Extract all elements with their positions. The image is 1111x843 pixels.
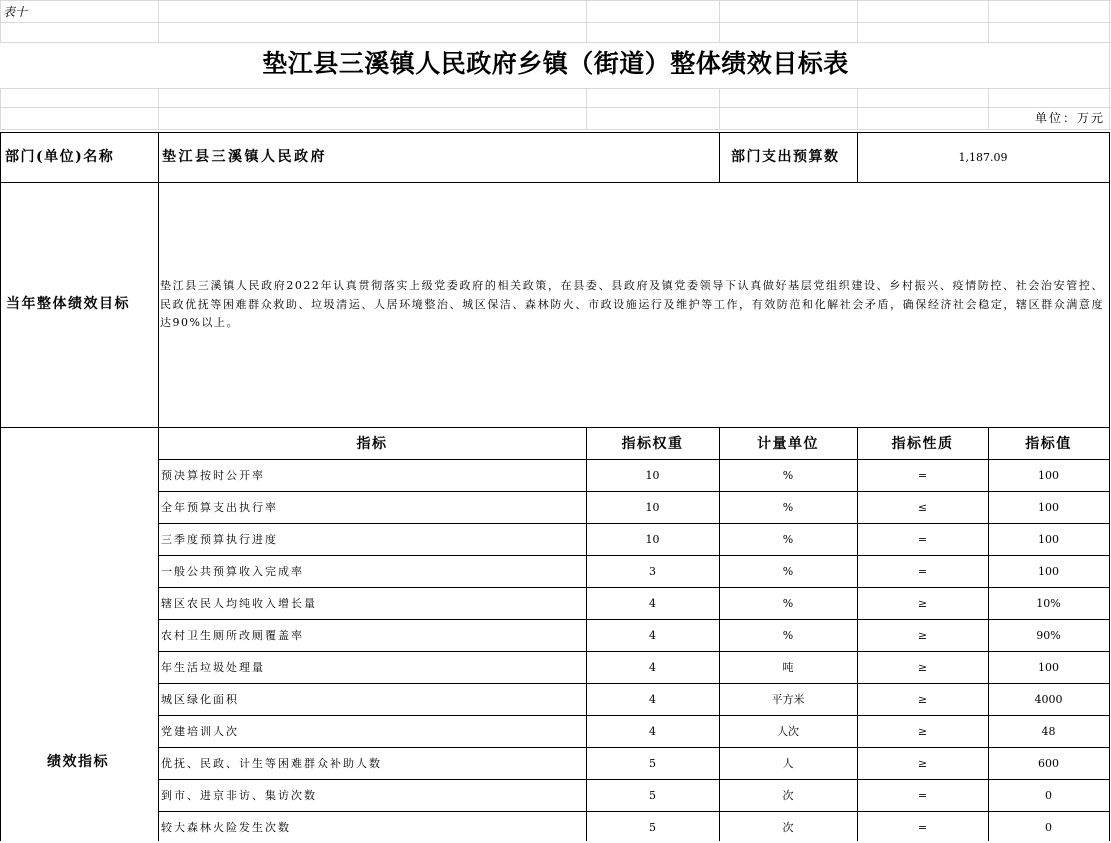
indicator-nature: ≥ [917, 693, 928, 706]
indicator-weight: 10 [645, 469, 660, 482]
table-row [0, 747, 1111, 779]
indicator-nature: = [917, 533, 928, 546]
indicator-value: 0 [1045, 789, 1052, 802]
indicator-unit: 次 [782, 821, 794, 834]
indicator-unit: 次 [782, 789, 794, 802]
indicator-weight: 10 [645, 533, 660, 546]
indicator-value: 600 [1038, 757, 1059, 770]
col-header-unit: 计量单位 [757, 436, 819, 452]
table-row [0, 619, 1111, 651]
indicator-unit: % [782, 469, 794, 482]
budget-label: 部门支出预算数 [731, 149, 840, 165]
indicator-name: 到市、进京非访、集访次数 [161, 789, 317, 802]
goal-label: 当年整体绩效目标 [6, 296, 130, 312]
indicator-value: 0 [1045, 821, 1052, 834]
indicator-name: 全年预算支出执行率 [161, 501, 278, 514]
indicator-nature: ≥ [917, 725, 928, 738]
indicator-value: 10% [1036, 597, 1061, 610]
table-row [0, 651, 1111, 683]
dept-label: 部门(单位)名称 [5, 149, 115, 165]
indicator-unit: % [782, 565, 794, 578]
indicator-weight: 4 [649, 661, 656, 674]
indicator-nature: = [917, 789, 928, 802]
indicator-nature: ≥ [917, 757, 928, 770]
indicator-name: 辖区农民人均纯收入增长量 [161, 597, 317, 610]
indicator-unit: 人 [782, 757, 794, 770]
sheet-label: 表十 [3, 5, 28, 19]
indicator-nature: ≤ [917, 501, 928, 514]
indicator-value: 90% [1036, 629, 1061, 642]
indicator-weight: 4 [649, 725, 656, 738]
indicator-name: 党建培训人次 [161, 725, 239, 738]
indicator-name: 较大森林火险发生次数 [161, 821, 291, 834]
indicator-weight: 5 [649, 821, 656, 834]
table-row [0, 491, 1111, 523]
table-row [0, 779, 1111, 811]
indicator-value: 100 [1038, 501, 1059, 514]
indicator-unit: 人次 [777, 725, 799, 738]
indicator-nature: ≥ [917, 597, 928, 610]
indicator-value: 100 [1038, 469, 1059, 482]
indicator-unit: % [782, 629, 794, 642]
indicator-weight: 4 [649, 693, 656, 706]
indicator-weight: 4 [649, 597, 656, 610]
indicator-name: 优抚、民政、计生等困难群众补助人数 [161, 757, 382, 770]
table-row [0, 587, 1111, 619]
table-row [0, 683, 1111, 715]
table-row [0, 715, 1111, 747]
indicator-value: 100 [1038, 565, 1059, 578]
indicator-weight: 3 [649, 565, 656, 578]
indicator-nature: = [917, 469, 928, 482]
table-row [0, 459, 1111, 491]
indicator-nature: = [917, 821, 928, 834]
col-header-weight: 指标权重 [621, 436, 684, 452]
indicator-weight: 5 [649, 757, 656, 770]
dept-name: 垫江县三溪镇人民政府 [162, 149, 327, 165]
page-title: 垫江县三溪镇人民政府乡镇（街道）整体绩效目标表 [262, 49, 849, 78]
indicator-name: 三季度预算执行进度 [161, 533, 278, 546]
goal-description: 垫江县三溪镇人民政府2022年认真贯彻落实上级党委政府的相关政策，在县委、县政府及镇党委领导下认真做好基层党组织建设、乡村振兴、疫情防控、社会治安管控、民政优抚等困难群众救助、垃圾清运、人居环境整治、城区保洁、森林防火、市政设施运行及维护等工作，有效防范和化解社会矛盾，确保经济社会稳定，辖区群众满意度达90%以上。 [160, 279, 1104, 329]
indicator-weight: 10 [645, 501, 660, 514]
indicator-nature: = [917, 565, 928, 578]
indicator-unit: % [782, 501, 794, 514]
unit-label: 单位：万元 [1034, 111, 1105, 125]
budget-value: 1,187.09 [958, 151, 1008, 164]
indicator-name: 农村卫生厕所改厕覆盖率 [161, 629, 304, 642]
indicator-nature: ≥ [917, 661, 928, 674]
perf-label: 绩效指标 [47, 754, 109, 770]
indicator-nature: ≥ [917, 629, 928, 642]
table-row [0, 555, 1111, 587]
col-header-value: 指标值 [1025, 436, 1072, 452]
indicator-name: 一般公共预算收入完成率 [161, 565, 304, 578]
indicator-value: 4000 [1034, 693, 1063, 706]
indicator-name: 预决算按时公开率 [161, 469, 265, 482]
table-row [0, 523, 1111, 555]
indicator-weight: 4 [649, 629, 656, 642]
indicator-name: 年生活垃圾处理量 [161, 661, 265, 674]
col-header-nature: 指标性质 [891, 436, 954, 452]
indicator-value: 48 [1041, 725, 1056, 738]
indicator-unit: % [782, 597, 794, 610]
indicator-unit: % [782, 533, 794, 546]
table-row [0, 811, 1111, 843]
indicator-unit: 平方米 [771, 693, 805, 706]
indicator-unit: 吨 [782, 661, 794, 674]
indicator-weight: 5 [649, 789, 656, 802]
indicator-value: 100 [1038, 661, 1059, 674]
col-header-indicator: 指标 [356, 436, 388, 452]
indicator-value: 100 [1038, 533, 1059, 546]
indicator-name: 城区绿化面积 [161, 693, 239, 706]
